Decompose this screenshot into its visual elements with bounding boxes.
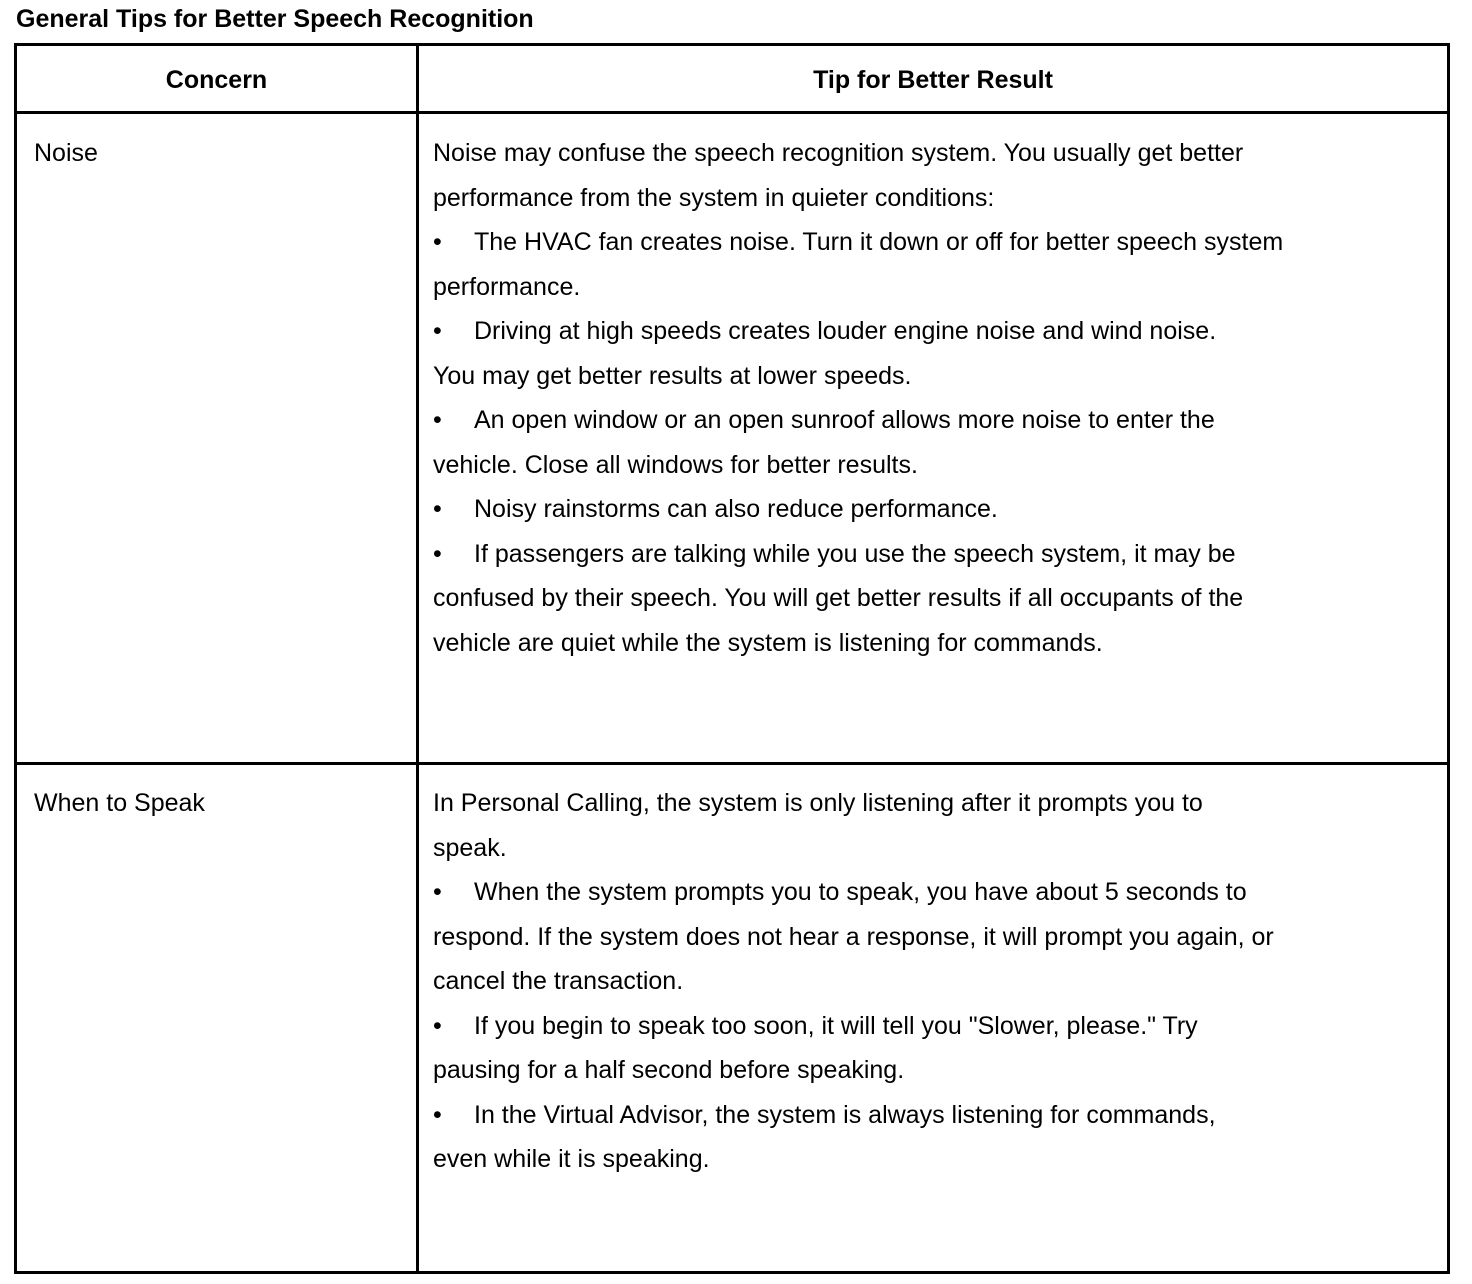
bullet-icon: • (433, 539, 442, 568)
tip-bullet-line: • Driving at high speeds creates louder engine noise and wind noise. (433, 309, 1438, 354)
tip-text-line: In Personal Calling, the system is only listening after it prompts you to (433, 789, 1203, 817)
bullet-icon: • (433, 878, 442, 906)
tip-bullet-line: • An open window or an open sunroof allows more noise to enter the (433, 398, 1438, 443)
tip-text-line: vehicle are quiet while the system is listening for commands. (433, 628, 1103, 657)
tip-bullet-line: • When the system prompts you to speak, you have about 5 seconds to (433, 870, 1438, 915)
tips-table (14, 43, 1450, 1274)
bullet-icon: • (433, 495, 442, 523)
tip-when-to-speak (433, 781, 1438, 1182)
tip-bullet-line: • Noisy rainstorms can also reduce performance. (433, 487, 1438, 532)
tip-text-line: confused by their speech. You will get better results if all occupants of the (433, 584, 1244, 612)
header-tip: Tip for Better Result (813, 65, 1053, 94)
tip-text-line: respond. If the system does not hear a response, it will prompt you again, or (433, 922, 1274, 951)
tip-text-line: even while it is speaking. (433, 1145, 710, 1173)
bullet-icon: • (433, 228, 442, 256)
tip-bullet-line: • The HVAC fan creates noise. Turn it down or off for better speech system (433, 220, 1438, 265)
tip-bullet-line: • If passengers are talking while you use the speech system, it may be (433, 532, 1438, 577)
tip-text-line: performance. (433, 272, 581, 301)
tip-text-line: performance from the system in quieter conditions: (433, 183, 995, 212)
page-title: General Tips for Better Speech Recognition (16, 5, 534, 33)
column-divider (416, 46, 419, 1271)
header-concern: Concern (165, 65, 268, 94)
tip-bullet-line: • In the Virtual Advisor, the system is always listening for commands, (433, 1093, 1438, 1138)
tip-text-line: cancel the transaction. (433, 967, 684, 995)
row-divider (17, 762, 1447, 765)
tip-text-line: Noise may confuse the speech recognition system. You usually get better (433, 139, 1244, 167)
tip-text-line: speak. (433, 833, 507, 862)
concern-noise: Noise (34, 139, 98, 167)
bullet-icon: • (433, 317, 442, 345)
bullet-icon: • (433, 1100, 442, 1129)
tip-text-line: pausing for a half second before speaking. (433, 1056, 905, 1084)
tip-bullet-line: • If you begin to speak too soon, it will tell you "Slower, please." Try (433, 1004, 1438, 1049)
concern-when-to-speak: When to Speak (34, 789, 205, 817)
bullet-icon: • (433, 406, 442, 434)
bullet-icon: • (433, 1011, 442, 1040)
tip-text-line: vehicle. Close all windows for better results. (433, 450, 918, 479)
tip-text-line: You may get better results at lower speeds. (433, 361, 912, 390)
tip-noise (433, 131, 1438, 665)
